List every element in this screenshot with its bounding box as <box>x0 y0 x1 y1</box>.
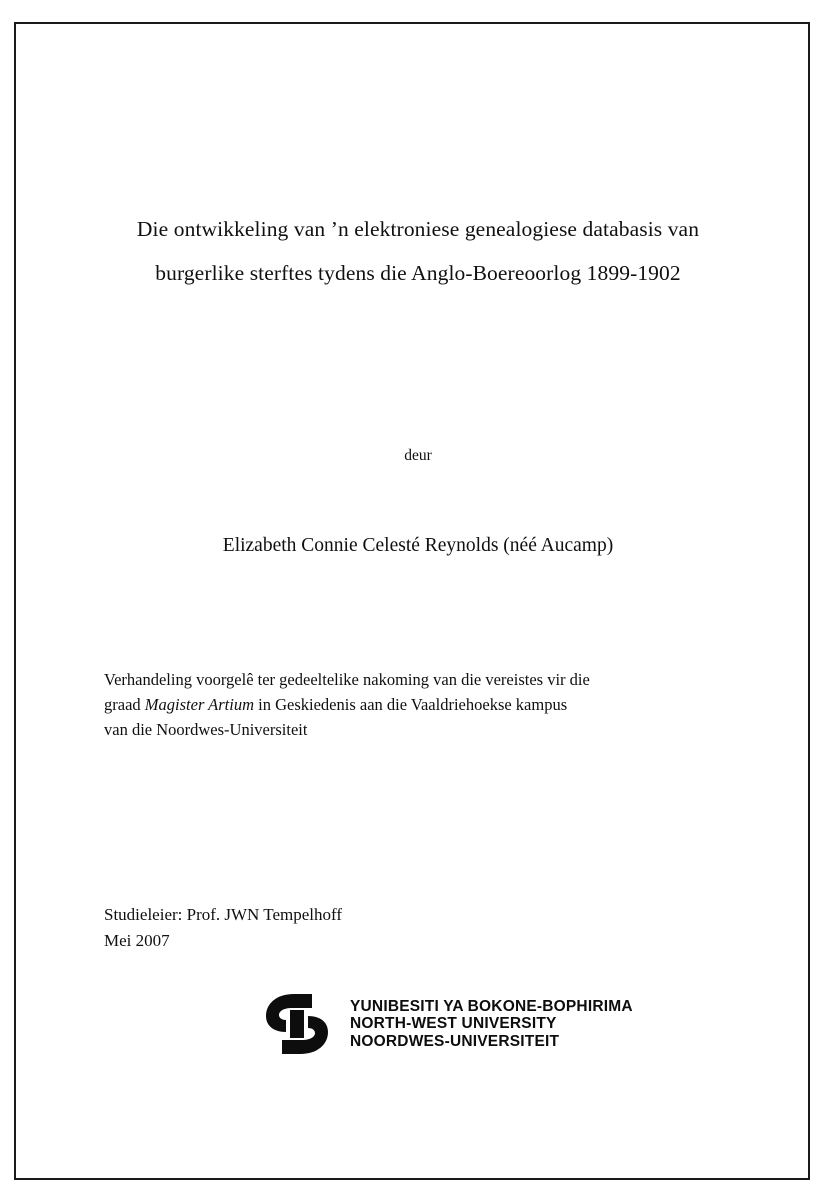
date-line: Mei 2007 <box>104 931 170 950</box>
degree-statement-line-2 <box>104 692 730 717</box>
university-logo-text <box>350 998 633 1051</box>
university-logo <box>260 984 660 1064</box>
page-edge <box>0 0 14 1200</box>
by-word: deur <box>404 447 432 464</box>
author-name: Elizabeth Connie Celesté Reynolds (néé Aucamp) <box>222 535 614 556</box>
supervisor-line: Studieleier: Prof. JWN Tempelhoff <box>104 905 343 924</box>
logo-text-line-1: YUNIBESITI YA BOKONE-BOPHIRIMA <box>350 997 633 1015</box>
degree-name: Magister Artium <box>144 695 255 714</box>
degree-statement-line-3: van die Noordwes-Universiteit <box>104 720 308 739</box>
page-content <box>70 22 760 1180</box>
logo-text-line-3: NOORDWES-UNIVERSITEIT <box>350 1032 560 1050</box>
degree-statement <box>104 667 730 742</box>
title-line-2: burgerlike sterftes tydens die Anglo-Boereoorlog 1899-1902 <box>155 261 681 285</box>
title-line-1: Die ontwikkeling van ’n elektroniese genealogiese databasis van <box>136 217 700 241</box>
logo-text-line-2: NORTH-WEST UNIVERSITY <box>350 1015 557 1033</box>
degree-statement-line-1: Verhandeling voorgelê ter gedeeltelike nakoming van die vereistes vir die <box>104 670 590 689</box>
page-title <box>100 207 736 295</box>
nwu-logo-icon <box>260 990 342 1058</box>
degree-statement-line-2-prefix: graad <box>104 695 145 714</box>
supervisor-block <box>104 902 604 954</box>
degree-statement-line-2-suffix: in Geskiedenis aan die Vaaldriehoekse kampus <box>254 695 568 714</box>
